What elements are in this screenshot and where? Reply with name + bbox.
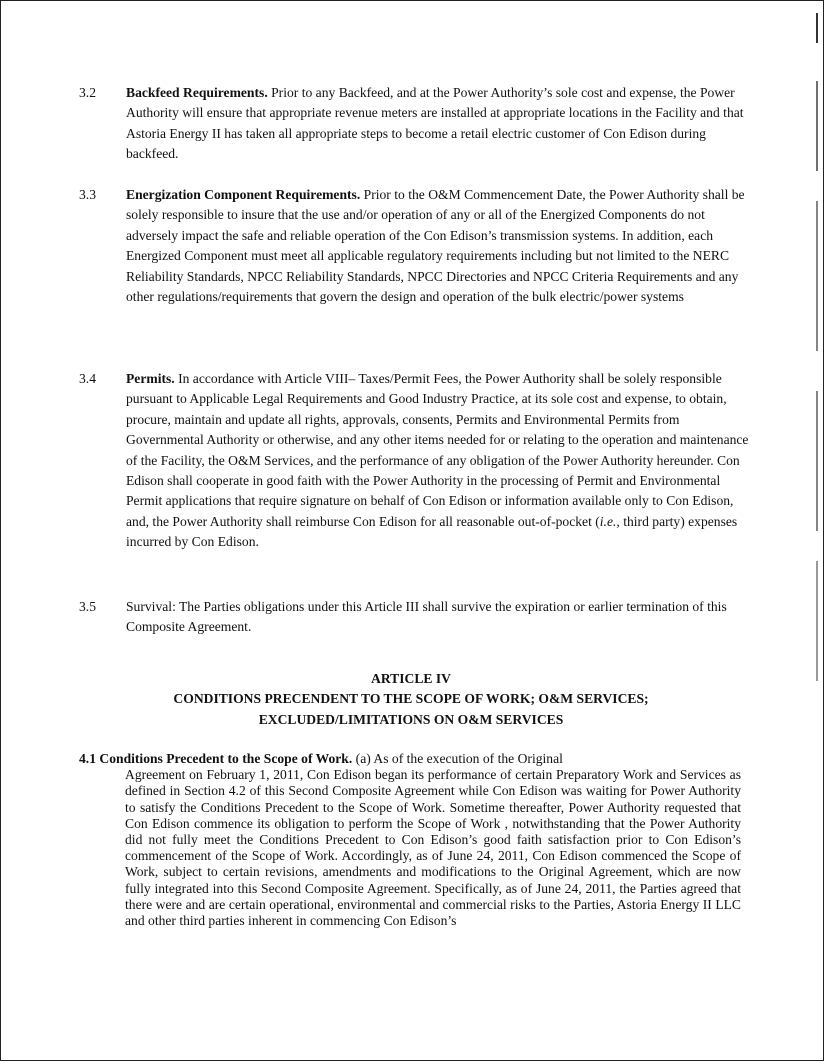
section-number: 3.2 bbox=[79, 85, 96, 100]
section-text: third party) expenses incurred by Con Edison. bbox=[126, 513, 738, 550]
scan-edge-mark bbox=[816, 81, 818, 171]
section-heading: 4.1 Conditions Precedent to the Scope of Work. bbox=[79, 751, 353, 766]
section-text: Prior to the O&M Commencement Date, the Power Authority shall be solely responsible to insure that the use and/or operation of any or all of the Energized Components do not adversely impact the safe and reliable operation of the Con Edison’s transmission systems. In addition, each Energized Component must meet all applicable regulatory requirements including but not limited to the NERC Reliability Standards, NPCC Reliability Standards, NPCC Directories and NPCC Criteria Requirements and any other regulations/requirements that govern the design and operation of the bulk electric/power systems bbox=[126, 187, 745, 305]
article-subtitle-line2: EXCLUDED/LIMITATIONS ON O&M SERVICES bbox=[258, 711, 564, 727]
scan-edge-mark bbox=[816, 561, 818, 681]
scan-edge-mark bbox=[816, 201, 818, 351]
section-3-3 bbox=[79, 185, 759, 307]
section-3-5 bbox=[79, 597, 759, 638]
article-title: ARTICLE IV bbox=[371, 671, 451, 686]
section-3-2 bbox=[79, 83, 759, 165]
scan-edge-mark bbox=[816, 13, 818, 43]
section-number: 3.5 bbox=[79, 599, 96, 614]
section-heading: Backfeed Requirements. bbox=[126, 85, 268, 100]
section-text: Survival: The Parties obligations under this Article III shall survive the expiration or earlier termination of this Composite Agreement. bbox=[126, 599, 727, 635]
section-text: (a) As of the execution of the Original bbox=[352, 751, 563, 766]
section-text: In accordance with Article VIII– Taxes/Permit Fees, the Power Authority shall be solely responsible pursuant to Applicable Legal Requirements and Good Industry Practice, at its sole cost and expense, to obtain, procure, maintain and update all rights, approvals, consents, Permits and Environmental Permits from Governmental Authority or otherwise, and any other items needed for or relating to the operation and maintenance of the Facility, the O&M Services, and the performance of any obligation of the Power Authority hereunder. Con Edison shall cooperate in good faith with the Power Authority in the processing of Permit and Environmental Permit applications that require signature on behalf of Con Edison or information available only to Con Edison, and, the Power Authority shall reimburse Con Edison for all reasonable out-of-pocket ( bbox=[126, 371, 749, 529]
section-heading: Permits. bbox=[126, 371, 175, 386]
section-number: 3.4 bbox=[79, 371, 96, 386]
section-heading: Energization Component Requirements. bbox=[126, 187, 361, 202]
article-heading bbox=[61, 669, 761, 730]
section-text: Agreement on February 1, 2011, Con Edison began its performance of certain Preparatory Work and Services as defined in Section 4.2 of this Second Composite Agreement while Con Edison was waiting for Power Authority to satisfy the Conditions Precedent to the Scope of Work. Sometime thereafter, Power Authority requested that Con Edison commence its obligation to perform the Scope of Work , notwithstanding that the Power Authority did not fully meet the Conditions Precedent to Con Edison’s good faith satisfaction prior to Con Edison’s commencement of the Scope of Work. Accordingly, as of June 24, 2011, Con Edison commenced the Scope of Work, subject to certain revisions, amendments and modifications to the Original Agreement, which are now fully integrated into this Second Composite Agreement. Specifically, as of June 24, 2011, the Parties agreed that there were and are certain operational, environmental and commercial risks to the Parties, Astoria Energy II LLC and other third parties inherent in commencing Con Edison’s bbox=[125, 767, 741, 929]
scan-edge-mark bbox=[816, 391, 818, 531]
section-4-1 bbox=[79, 751, 741, 929]
section-3-4 bbox=[79, 369, 759, 553]
article-subtitle-line1: CONDITIONS PRECENDENT TO THE SCOPE OF WORK; O&M SERVICES; bbox=[173, 691, 649, 707]
section-text: Prior to any Backfeed, and at the Power Authority’s sole cost and expense, the Power Authority will ensure that appropriate revenue meters are installed at appropriate locations in the Facility and that Astoria Energy II has taken all appropriate steps to become a retail electric customer of Con Edison during backfeed. bbox=[126, 85, 744, 162]
section-number: 3.3 bbox=[79, 187, 96, 202]
section-text-italic: i.e., bbox=[599, 513, 620, 529]
